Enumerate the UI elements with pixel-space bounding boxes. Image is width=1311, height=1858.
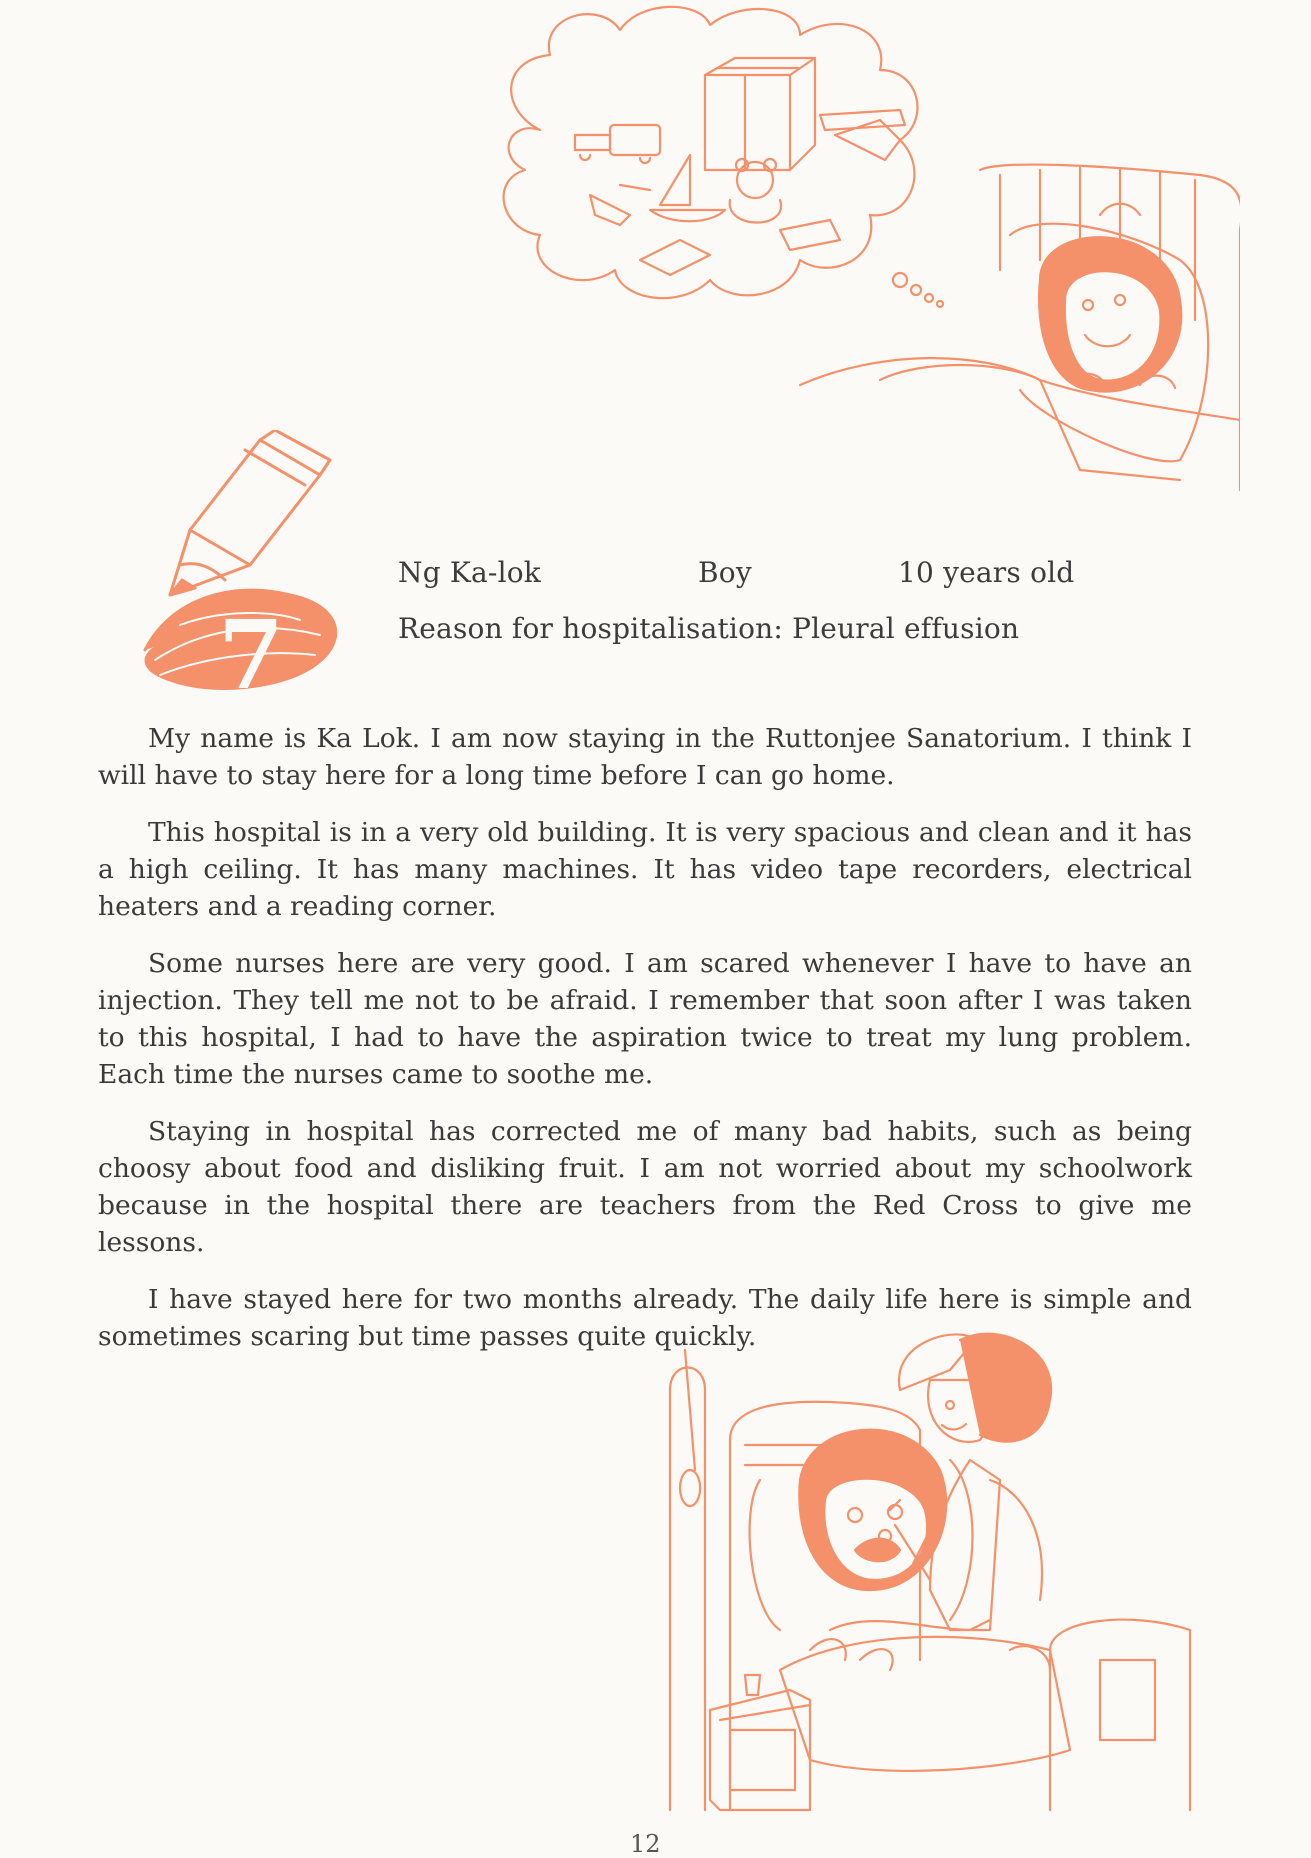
child-name: Ng Ka-lok (398, 556, 541, 589)
hospitalisation-reason: Reason for hospitalisation: Pleural effusion (398, 612, 1020, 645)
child-age: 10 years old (898, 556, 1075, 589)
story-text (98, 720, 1192, 1375)
badge-number: 7 (218, 600, 285, 700)
story-paragraph: This hospital is in a very old building. It is very spacious and clean and it has a high ceiling. It has many machines. It has video tape recorders, electrical heaters and a reading corner. (98, 817, 1192, 922)
pencil-icon (170, 430, 330, 595)
pencil-number-badge (140, 430, 360, 700)
story-paragraph: Some nurses here are very good. I am scared whenever I have to have an injection. They tell me not to be afraid. I remember that soon after I was taken to this hospital, I had to have the aspiration twice to treat my lung problem. Each time the nurses came to soothe me. (98, 948, 1192, 1090)
child-gender: Boy (698, 556, 752, 589)
story-paragraph: My name is Ka Lok. I am now staying in the Ruttonjee Sanatorium. I think I will have to stay here for a long time before I can go home. (98, 723, 1192, 791)
story-paragraph: Staying in hospital has corrected me of many bad habits, such as being choosy about food and disliking fruit. I am not worried about my schoolwork because in the hospital there are teachers from the Red Cross to give me lessons. (98, 1116, 1192, 1258)
nurse-injection-illustration (630, 1330, 1210, 1830)
story-paragraph: I have stayed here for two months already. The daily life here is simple and sometimes scaring but time passes quite quickly. (98, 1284, 1192, 1352)
dreaming-child-illustration (480, 0, 1240, 530)
page-number: 12 (630, 1830, 661, 1858)
